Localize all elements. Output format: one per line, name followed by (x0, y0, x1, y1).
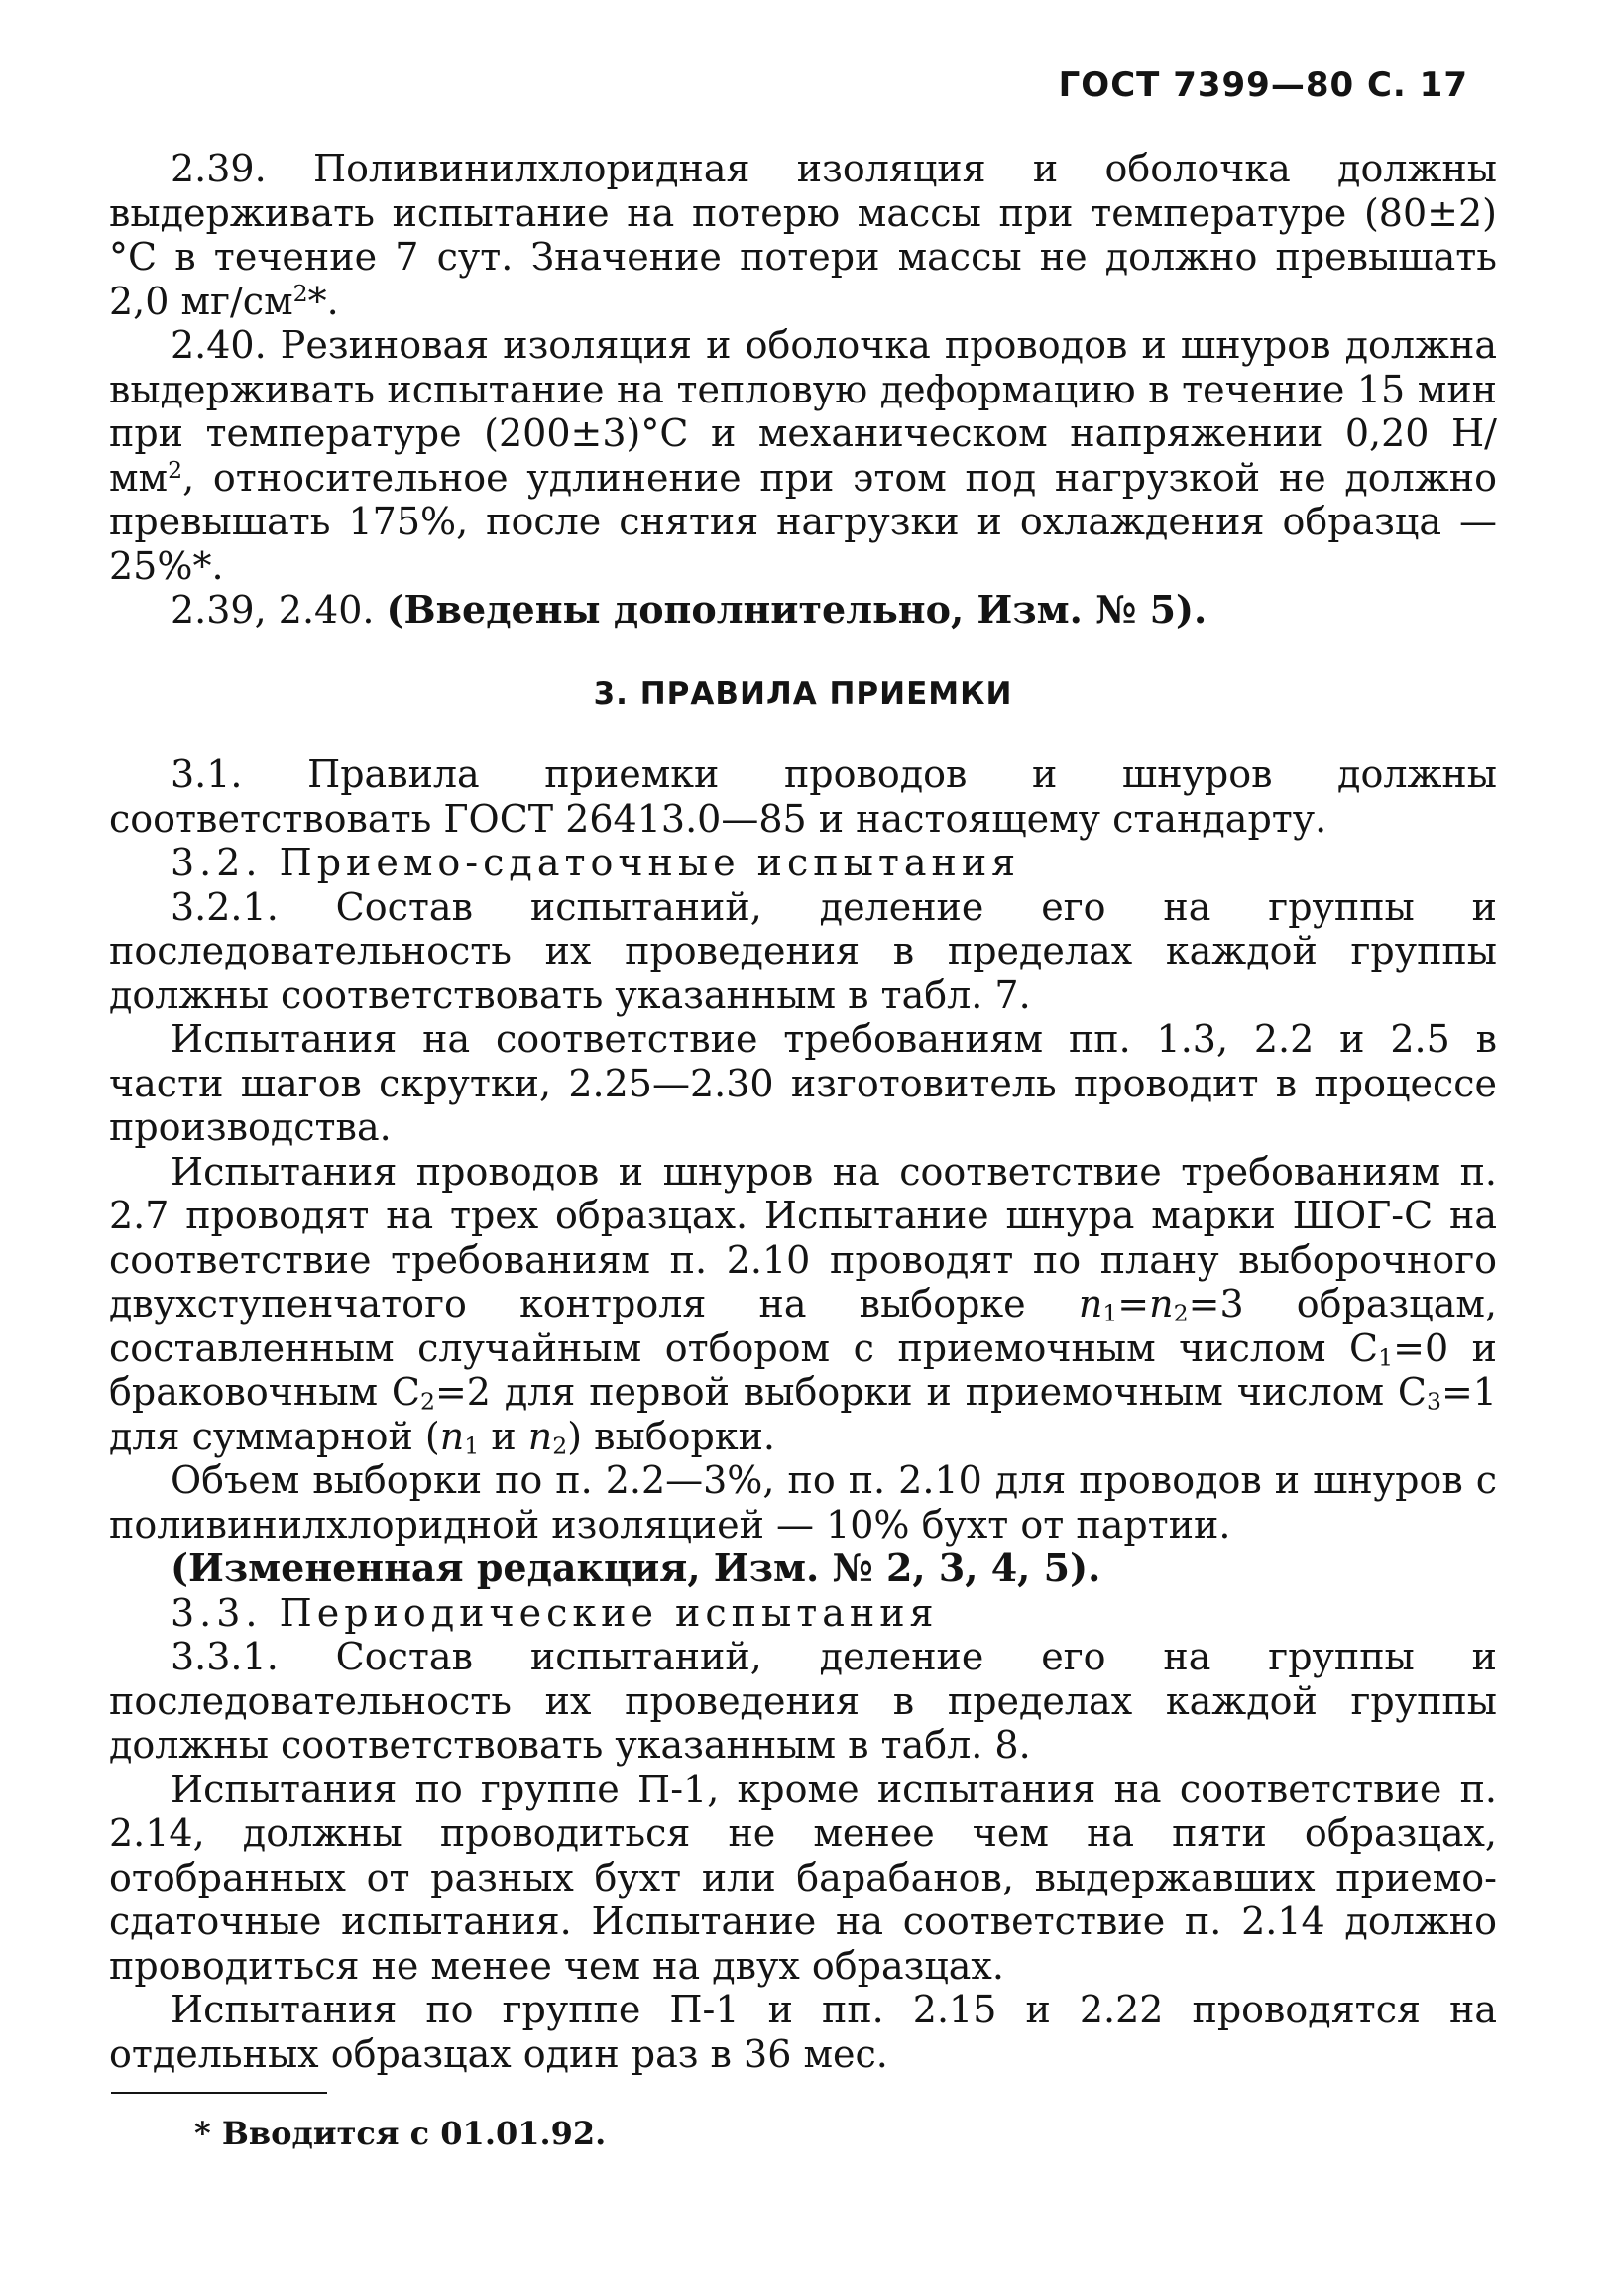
variable-n: n (527, 1414, 553, 1458)
subscript: 3 (1426, 1387, 1441, 1416)
paragraph-3-3-1-b: Испытания по группе П-1, кроме испытания на соответствие п. 2.14, должны проводиться не менее чем на пяти образцах, отобранных от разных бухт или барабанов, выдержавших приемо-сдаточные испытания. Испытание на соответствие п. 2.14 должно проводиться не менее чем на двух образцах. (109, 1767, 1497, 1988)
subscript: 1 (1102, 1299, 1118, 1327)
note-text: (Введены дополнительно, Изм. № 5). (386, 587, 1207, 631)
footnote-divider (111, 2092, 327, 2094)
amendment-note-1 (109, 588, 1497, 632)
paragraph-text: =2 для первой выборки и приемочным числом С (434, 1370, 1427, 1414)
paragraph-text: =3 образцам, составленным случайным отбором с приемочным числом С (109, 1282, 1497, 1370)
subscript: 1 (464, 1432, 480, 1460)
paragraph-text: , относительное удлинение при этом под нагрузкой не должно превышать 175%, после снятия нагрузки и охлаждения образца — 25%*. (109, 455, 1497, 588)
equals-sign: = (1117, 1282, 1150, 1325)
paragraph-3-1: 3.1. Правила приемки проводов и шнуров должны соответствовать ГОСТ 26413.0—85 и настоящему стандарту. (109, 752, 1497, 841)
subscript: 1 (1378, 1343, 1394, 1372)
paragraph-2-39 (109, 147, 1497, 323)
conjunction: и (479, 1414, 528, 1458)
superscript: 2 (168, 455, 183, 484)
paragraph-2-40 (109, 323, 1497, 588)
variable-n: n (1149, 1282, 1174, 1325)
paragraph-3-2-1-c (109, 1150, 1497, 1459)
paragraph-text: *. (307, 279, 339, 323)
paragraph-text: =0 и браковочным С (109, 1325, 1497, 1414)
paragraph-3-2-1-b: Испытания на соответствие требованиям пп. 1.3, 2.2 и 2.5 в части шагов скрутки, 2.25—2.30 изготовитель проводит в процессе производства. (109, 1017, 1497, 1149)
paragraph-text: 2.39. Поливинилхлоридная изоляция и оболочка должны выдерживать испытание на потерю массы при температуре (80±2)°С в течение 7 сут. Значение потери массы не должно превышать 2,0 мг/см (109, 147, 1497, 323)
variable-n: n (1078, 1282, 1103, 1325)
paragraph-text: Испытания проводов и шнуров на соответствие требованиям п. 2.7 проводят на трех образцах. Испытание шнура марки ШОГ-С на соответствие требованиям п. 2.10 проводят по плану выборочного двухступенчатого контроля на выборке (109, 1149, 1497, 1325)
subscript: 2 (1173, 1299, 1189, 1327)
page-body (109, 147, 1497, 2076)
subscript: 2 (419, 1387, 435, 1416)
running-header: ГОСТ 7399—80 С. 17 (1058, 65, 1468, 105)
paragraph-text: ) выборки. (567, 1414, 775, 1458)
section-title: 3. ПРАВИЛА ПРИЕМКИ (593, 675, 1013, 712)
paragraph-3-2-1: 3.2.1. Состав испытаний, деление его на группы и последовательность их проведения в пределах каждой группы должны соответствовать указанным в табл. 7. (109, 884, 1497, 1017)
note-ref: 2.39, 2.40. (171, 588, 387, 631)
superscript: 2 (292, 279, 308, 307)
footnote: * Вводится с 01.01.92. (194, 2115, 607, 2152)
paragraph-text: =1 для суммарной ( (109, 1370, 1497, 1458)
variable-n: n (439, 1414, 465, 1458)
paragraph-text: 2.40. Резиновая изоляция и оболочка проводов и шнуров должна выдерживать испытание на тепловую деформацию в течение 15 мин при температуре (200±3)°С и механическом напряжении 0,20 Н/мм (109, 323, 1497, 500)
paragraph-3-3: 3.3. Периодические испытания (171, 1590, 939, 1635)
paragraph-3-3-1: 3.3.1. Состав испытаний, деление его на группы и последовательность их проведения в пределах каждой группы должны соответствовать указанным в табл. 8. (109, 1635, 1497, 1767)
paragraph-3-3-1-c: Испытания по группе П-1 и пп. 2.15 и 2.22 проводятся на отдельных образцах один раз в 36 мес. (109, 1988, 1497, 2076)
amendment-note-2: (Измененная редакция, Изм. № 2, 3, 4, 5). (171, 1546, 1101, 1590)
paragraph-3-2: 3.2. Приемо-сдаточные испытания (171, 841, 1021, 884)
paragraph-3-2-1-d: Объем выборки по п. 2.2—3%, по п. 2.10 для проводов и шнуров с поливинилхлоридной изоляцией — 10% бухт от партии. (109, 1458, 1497, 1547)
subscript: 2 (552, 1432, 568, 1460)
